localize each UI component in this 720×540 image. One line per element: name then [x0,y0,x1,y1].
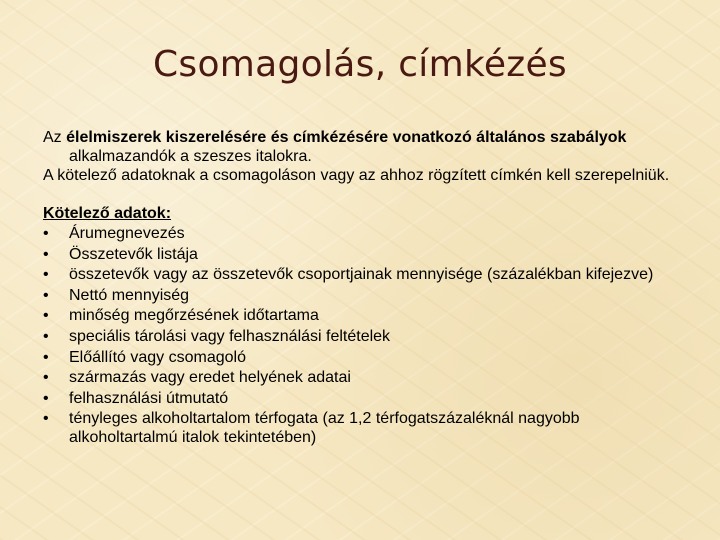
list-item [43,368,673,387]
list-item [43,224,673,243]
list-item [43,286,673,305]
intro-paragraph-1 [43,128,673,166]
bullet-icon: • [43,327,49,345]
mandatory-heading: Kötelező adatok: [43,205,172,222]
list-item [43,327,673,346]
bullet-icon: • [43,245,49,263]
list-item-text: Előállító vagy csomagoló [69,348,246,366]
intro-p1-suffix: alkalmazandók a szeszes italokra. [69,148,312,165]
list-item [43,348,673,367]
list-item-text: Nettó mennyiség [69,286,190,304]
bullet-icon: • [43,266,49,284]
list-item [43,409,673,447]
intro-paragraph-2: A kötelező adatoknak a csomagoláson vagy az ahhoz rögzített címkén kell szerepelniük. [43,167,670,184]
bullet-icon: • [43,307,49,325]
intro-p1-bold: élelmiszerek kiszerelésére és címkézésére vonatkozó általános szabályok [66,129,627,146]
mandatory-list [43,224,673,447]
list-item-text: speciális tárolási vagy felhasználási feltételek [69,327,391,345]
list-item-text: tényleges alkoholtartalom térfogata (az 1,2 térfogatszázaléknál nagyobb alkoholtartalmú italok tekintetében) [69,410,580,447]
bullet-icon: • [43,369,49,387]
list-item-text: minőség megőrzésének időtartama [69,307,319,325]
slide-title: Csomagolás, címkézés [152,44,567,85]
list-item-text: összetevők vagy az összetevők csoportjainak mennyisége (százalékban kifejezve) [69,266,654,284]
list-item-text: származás vagy eredet helyének adatai [69,369,351,387]
list-item [43,265,673,284]
list-item [43,389,673,408]
bullet-icon: • [43,286,49,304]
bullet-icon: • [43,389,49,407]
intro-p1-prefix: Az [43,129,67,146]
list-item-text: felhasználási útmutató [69,389,229,407]
bullet-icon: • [43,348,49,366]
slide-body [43,128,673,449]
list-item [43,306,673,325]
bullet-icon: • [43,410,49,428]
bullet-icon: • [43,225,49,242]
list-item-text: Összetevők listája [69,245,198,263]
list-item [43,245,673,264]
list-item-text: Árumegnevezés [69,225,185,242]
